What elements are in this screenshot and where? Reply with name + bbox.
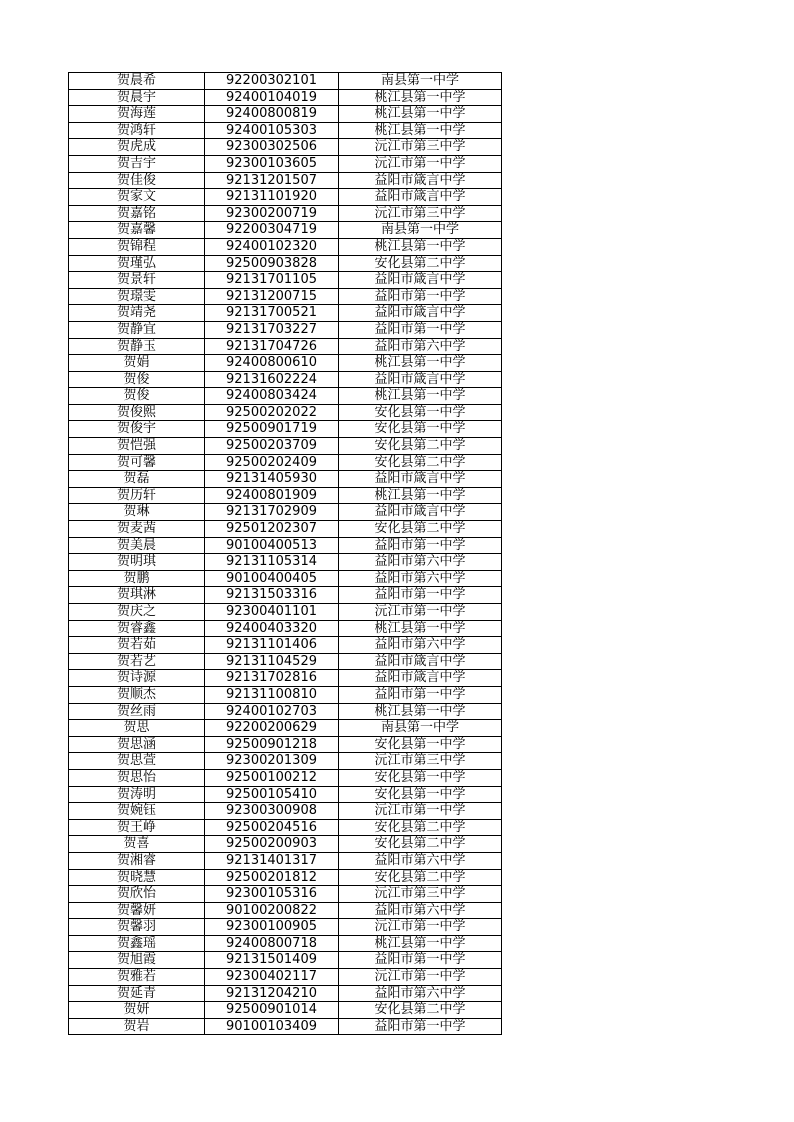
name-cell: 贺晨宇 bbox=[69, 89, 205, 106]
name-cell: 贺嘉铭 bbox=[69, 205, 205, 222]
school-cell: 桃江县第一中学 bbox=[339, 106, 502, 123]
name-cell: 贺雅若 bbox=[69, 969, 205, 986]
name-cell: 贺诗源 bbox=[69, 670, 205, 687]
table-row bbox=[69, 487, 502, 504]
school-cell: 益阳市第六中学 bbox=[339, 902, 502, 919]
table-row bbox=[69, 836, 502, 853]
name-cell: 贺俊熙 bbox=[69, 404, 205, 421]
school-cell: 益阳市箴言中学 bbox=[339, 471, 502, 488]
exam-id-cell: 92300302506 bbox=[205, 139, 339, 156]
table-row bbox=[69, 869, 502, 886]
exam-id-cell: 92500201812 bbox=[205, 869, 339, 886]
school-cell: 益阳市第六中学 bbox=[339, 338, 502, 355]
exam-id-cell: 92500105410 bbox=[205, 786, 339, 803]
table-row bbox=[69, 272, 502, 289]
table-row bbox=[69, 637, 502, 654]
name-cell: 贺历轩 bbox=[69, 487, 205, 504]
school-cell: 安化县第一中学 bbox=[339, 404, 502, 421]
table-row bbox=[69, 786, 502, 803]
table-row bbox=[69, 388, 502, 405]
name-cell: 贺鸿轩 bbox=[69, 122, 205, 139]
table-row bbox=[69, 255, 502, 272]
school-cell: 桃江县第一中学 bbox=[339, 487, 502, 504]
name-cell: 贺馨妍 bbox=[69, 902, 205, 919]
exam-id-cell: 92131702816 bbox=[205, 670, 339, 687]
exam-id-cell: 92500200903 bbox=[205, 836, 339, 853]
table-row bbox=[69, 288, 502, 305]
name-cell: 贺虎成 bbox=[69, 139, 205, 156]
school-cell: 益阳市第六中学 bbox=[339, 852, 502, 869]
school-cell: 桃江县第一中学 bbox=[339, 703, 502, 720]
name-cell: 贺婉钰 bbox=[69, 803, 205, 820]
table-row bbox=[69, 720, 502, 737]
table-row bbox=[69, 902, 502, 919]
name-cell: 贺岩 bbox=[69, 1018, 205, 1035]
table-row bbox=[69, 985, 502, 1002]
exam-id-cell: 92131401317 bbox=[205, 852, 339, 869]
name-cell: 贺丝雨 bbox=[69, 703, 205, 720]
school-cell: 沅江市第三中学 bbox=[339, 753, 502, 770]
table-row bbox=[69, 222, 502, 239]
table-row bbox=[69, 919, 502, 936]
exam-id-cell: 92500100212 bbox=[205, 769, 339, 786]
name-cell: 贺庆之 bbox=[69, 604, 205, 621]
table-row bbox=[69, 653, 502, 670]
name-cell: 贺琪淋 bbox=[69, 587, 205, 604]
table-row bbox=[69, 172, 502, 189]
exam-id-cell: 92300401101 bbox=[205, 604, 339, 621]
school-cell: 桃江县第一中学 bbox=[339, 122, 502, 139]
table-row bbox=[69, 703, 502, 720]
table-body bbox=[69, 73, 502, 1035]
table-row bbox=[69, 471, 502, 488]
exam-id-cell: 92500204516 bbox=[205, 819, 339, 836]
exam-id-cell: 92400403320 bbox=[205, 620, 339, 637]
school-cell: 沅江市第一中学 bbox=[339, 155, 502, 172]
table-row bbox=[69, 935, 502, 952]
school-cell: 益阳市箴言中学 bbox=[339, 504, 502, 521]
school-cell: 沅江市第三中学 bbox=[339, 205, 502, 222]
school-cell: 安化县第二中学 bbox=[339, 438, 502, 455]
name-cell: 贺喜 bbox=[69, 836, 205, 853]
school-cell: 安化县第一中学 bbox=[339, 769, 502, 786]
name-cell: 贺静宜 bbox=[69, 321, 205, 338]
name-cell: 贺吉宇 bbox=[69, 155, 205, 172]
school-cell: 益阳市第六中学 bbox=[339, 554, 502, 571]
name-cell: 贺鹏 bbox=[69, 570, 205, 587]
name-cell: 贺美晨 bbox=[69, 537, 205, 554]
school-cell: 安化县第二中学 bbox=[339, 819, 502, 836]
name-cell: 贺俊 bbox=[69, 388, 205, 405]
exam-id-cell: 92500903828 bbox=[205, 255, 339, 272]
exam-id-cell: 92500901719 bbox=[205, 421, 339, 438]
school-cell: 安化县第一中学 bbox=[339, 421, 502, 438]
name-cell: 贺嘉馨 bbox=[69, 222, 205, 239]
name-cell: 贺延青 bbox=[69, 985, 205, 1002]
exam-id-cell: 92300201309 bbox=[205, 753, 339, 770]
school-cell: 沅江市第三中学 bbox=[339, 139, 502, 156]
name-cell: 贺晨希 bbox=[69, 73, 205, 90]
school-cell: 沅江市第一中学 bbox=[339, 604, 502, 621]
exam-id-cell: 92501202307 bbox=[205, 521, 339, 538]
student-table bbox=[68, 72, 502, 1035]
school-cell: 益阳市第一中学 bbox=[339, 321, 502, 338]
exam-id-cell: 92300200719 bbox=[205, 205, 339, 222]
table-row bbox=[69, 952, 502, 969]
school-cell: 安化县第二中学 bbox=[339, 454, 502, 471]
exam-id-cell: 92200200629 bbox=[205, 720, 339, 737]
exam-id-cell: 92131101920 bbox=[205, 189, 339, 206]
name-cell: 贺琳 bbox=[69, 504, 205, 521]
school-cell: 益阳市第六中学 bbox=[339, 570, 502, 587]
exam-id-cell: 90100200822 bbox=[205, 902, 339, 919]
school-cell: 益阳市第一中学 bbox=[339, 537, 502, 554]
exam-id-cell: 92500203709 bbox=[205, 438, 339, 455]
table-row bbox=[69, 686, 502, 703]
table-row bbox=[69, 404, 502, 421]
table-row bbox=[69, 89, 502, 106]
exam-id-cell: 92131204210 bbox=[205, 985, 339, 1002]
name-cell: 贺佳俊 bbox=[69, 172, 205, 189]
school-cell: 益阳市箴言中学 bbox=[339, 189, 502, 206]
table-row bbox=[69, 438, 502, 455]
school-cell: 安化县第二中学 bbox=[339, 521, 502, 538]
exam-id-cell: 92131105314 bbox=[205, 554, 339, 571]
exam-id-cell: 92500202022 bbox=[205, 404, 339, 421]
exam-id-cell: 92131704726 bbox=[205, 338, 339, 355]
table-row bbox=[69, 554, 502, 571]
table-row bbox=[69, 753, 502, 770]
table-row bbox=[69, 355, 502, 372]
school-cell: 益阳市箴言中学 bbox=[339, 670, 502, 687]
school-cell: 益阳市箴言中学 bbox=[339, 172, 502, 189]
exam-id-cell: 92131602224 bbox=[205, 371, 339, 388]
exam-id-cell: 92131700521 bbox=[205, 305, 339, 322]
exam-id-cell: 92500901014 bbox=[205, 1002, 339, 1019]
exam-id-cell: 92300105316 bbox=[205, 886, 339, 903]
school-cell: 桃江县第一中学 bbox=[339, 355, 502, 372]
school-cell: 桃江县第一中学 bbox=[339, 89, 502, 106]
school-cell: 益阳市第一中学 bbox=[339, 1018, 502, 1035]
school-cell: 益阳市第一中学 bbox=[339, 686, 502, 703]
exam-id-cell: 92400102703 bbox=[205, 703, 339, 720]
table-row bbox=[69, 819, 502, 836]
exam-id-cell: 92131503316 bbox=[205, 587, 339, 604]
table-row bbox=[69, 321, 502, 338]
table-row bbox=[69, 1018, 502, 1035]
exam-id-cell: 92400801909 bbox=[205, 487, 339, 504]
exam-id-cell: 92400102320 bbox=[205, 238, 339, 255]
table-row bbox=[69, 670, 502, 687]
name-cell: 贺妍 bbox=[69, 1002, 205, 1019]
table-row bbox=[69, 106, 502, 123]
school-cell: 桃江县第一中学 bbox=[339, 935, 502, 952]
school-cell: 安化县第二中学 bbox=[339, 255, 502, 272]
table-row bbox=[69, 338, 502, 355]
school-cell: 益阳市第一中学 bbox=[339, 288, 502, 305]
name-cell: 贺湘睿 bbox=[69, 852, 205, 869]
name-cell: 贺涛明 bbox=[69, 786, 205, 803]
exam-id-cell: 92400803424 bbox=[205, 388, 339, 405]
school-cell: 益阳市箴言中学 bbox=[339, 305, 502, 322]
name-cell: 贺思怡 bbox=[69, 769, 205, 786]
school-cell: 沅江市第一中学 bbox=[339, 803, 502, 820]
name-cell: 贺旭霞 bbox=[69, 952, 205, 969]
table-row bbox=[69, 521, 502, 538]
exam-id-cell: 92200304719 bbox=[205, 222, 339, 239]
exam-id-cell: 92131405930 bbox=[205, 471, 339, 488]
name-cell: 贺静玉 bbox=[69, 338, 205, 355]
exam-id-cell: 90100400405 bbox=[205, 570, 339, 587]
table-row bbox=[69, 139, 502, 156]
school-cell: 益阳市第六中学 bbox=[339, 985, 502, 1002]
name-cell: 贺瑾弘 bbox=[69, 255, 205, 272]
table-row bbox=[69, 604, 502, 621]
name-cell: 贺磊 bbox=[69, 471, 205, 488]
table-row bbox=[69, 570, 502, 587]
school-cell: 安化县第一中学 bbox=[339, 736, 502, 753]
school-cell: 桃江县第一中学 bbox=[339, 620, 502, 637]
table-row bbox=[69, 803, 502, 820]
exam-id-cell: 92131104529 bbox=[205, 653, 339, 670]
table-row bbox=[69, 371, 502, 388]
name-cell: 贺思 bbox=[69, 720, 205, 737]
school-cell: 安化县第一中学 bbox=[339, 786, 502, 803]
name-cell: 贺鑫瑶 bbox=[69, 935, 205, 952]
exam-id-cell: 92300103605 bbox=[205, 155, 339, 172]
name-cell: 贺思涵 bbox=[69, 736, 205, 753]
table-row bbox=[69, 189, 502, 206]
name-cell: 贺馨羽 bbox=[69, 919, 205, 936]
table-row bbox=[69, 969, 502, 986]
school-cell: 益阳市箴言中学 bbox=[339, 272, 502, 289]
school-cell: 益阳市箴言中学 bbox=[339, 371, 502, 388]
name-cell: 贺璟雯 bbox=[69, 288, 205, 305]
exam-id-cell: 92131501409 bbox=[205, 952, 339, 969]
exam-id-cell: 92131200715 bbox=[205, 288, 339, 305]
table-row bbox=[69, 587, 502, 604]
name-cell: 贺娟 bbox=[69, 355, 205, 372]
school-cell: 益阳市箴言中学 bbox=[339, 653, 502, 670]
name-cell: 贺海莲 bbox=[69, 106, 205, 123]
school-cell: 沅江市第一中学 bbox=[339, 919, 502, 936]
exam-id-cell: 92131101406 bbox=[205, 637, 339, 654]
name-cell: 贺麦茜 bbox=[69, 521, 205, 538]
table-row bbox=[69, 238, 502, 255]
table-row bbox=[69, 155, 502, 172]
name-cell: 贺恺强 bbox=[69, 438, 205, 455]
school-cell: 桃江县第一中学 bbox=[339, 388, 502, 405]
table-row bbox=[69, 504, 502, 521]
name-cell: 贺王峥 bbox=[69, 819, 205, 836]
school-cell: 南县第一中学 bbox=[339, 222, 502, 239]
exam-id-cell: 92131100810 bbox=[205, 686, 339, 703]
name-cell: 贺若茹 bbox=[69, 637, 205, 654]
exam-id-cell: 92300402117 bbox=[205, 969, 339, 986]
school-cell: 沅江市第一中学 bbox=[339, 969, 502, 986]
table-row bbox=[69, 736, 502, 753]
school-cell: 益阳市第一中学 bbox=[339, 952, 502, 969]
name-cell: 贺锦程 bbox=[69, 238, 205, 255]
exam-id-cell: 92400800610 bbox=[205, 355, 339, 372]
exam-id-cell: 92131702909 bbox=[205, 504, 339, 521]
table-row bbox=[69, 537, 502, 554]
name-cell: 贺睿鑫 bbox=[69, 620, 205, 637]
exam-id-cell: 92131701105 bbox=[205, 272, 339, 289]
school-cell: 益阳市第六中学 bbox=[339, 637, 502, 654]
table-row bbox=[69, 421, 502, 438]
exam-id-cell: 92300300908 bbox=[205, 803, 339, 820]
school-cell: 南县第一中学 bbox=[339, 720, 502, 737]
name-cell: 贺晓慧 bbox=[69, 869, 205, 886]
exam-id-cell: 90100400513 bbox=[205, 537, 339, 554]
exam-id-cell: 92500901218 bbox=[205, 736, 339, 753]
exam-id-cell: 92400105303 bbox=[205, 122, 339, 139]
school-cell: 安化县第二中学 bbox=[339, 1002, 502, 1019]
name-cell: 贺顺杰 bbox=[69, 686, 205, 703]
table-row bbox=[69, 305, 502, 322]
table-row bbox=[69, 205, 502, 222]
name-cell: 贺景轩 bbox=[69, 272, 205, 289]
name-cell: 贺可馨 bbox=[69, 454, 205, 471]
school-cell: 安化县第二中学 bbox=[339, 869, 502, 886]
name-cell: 贺欣怡 bbox=[69, 886, 205, 903]
name-cell: 贺家文 bbox=[69, 189, 205, 206]
table-row bbox=[69, 1002, 502, 1019]
school-cell: 南县第一中学 bbox=[339, 73, 502, 90]
table-row bbox=[69, 73, 502, 90]
school-cell: 桃江县第一中学 bbox=[339, 238, 502, 255]
exam-id-cell: 92131703227 bbox=[205, 321, 339, 338]
table-row bbox=[69, 769, 502, 786]
school-cell: 益阳市第一中学 bbox=[339, 587, 502, 604]
exam-id-cell: 92400800819 bbox=[205, 106, 339, 123]
name-cell: 贺俊宇 bbox=[69, 421, 205, 438]
table-row bbox=[69, 852, 502, 869]
school-cell: 沅江市第三中学 bbox=[339, 886, 502, 903]
exam-id-cell: 92300100905 bbox=[205, 919, 339, 936]
school-cell: 安化县第二中学 bbox=[339, 836, 502, 853]
exam-id-cell: 92400104019 bbox=[205, 89, 339, 106]
table-row bbox=[69, 122, 502, 139]
table-row bbox=[69, 886, 502, 903]
name-cell: 贺靖尧 bbox=[69, 305, 205, 322]
name-cell: 贺俊 bbox=[69, 371, 205, 388]
name-cell: 贺思萱 bbox=[69, 753, 205, 770]
exam-id-cell: 90100103409 bbox=[205, 1018, 339, 1035]
exam-id-cell: 92400800718 bbox=[205, 935, 339, 952]
exam-id-cell: 92131201507 bbox=[205, 172, 339, 189]
exam-id-cell: 92200302101 bbox=[205, 73, 339, 90]
name-cell: 贺若艺 bbox=[69, 653, 205, 670]
exam-id-cell: 92500202409 bbox=[205, 454, 339, 471]
name-cell: 贺明琪 bbox=[69, 554, 205, 571]
table-row bbox=[69, 454, 502, 471]
table-row bbox=[69, 620, 502, 637]
